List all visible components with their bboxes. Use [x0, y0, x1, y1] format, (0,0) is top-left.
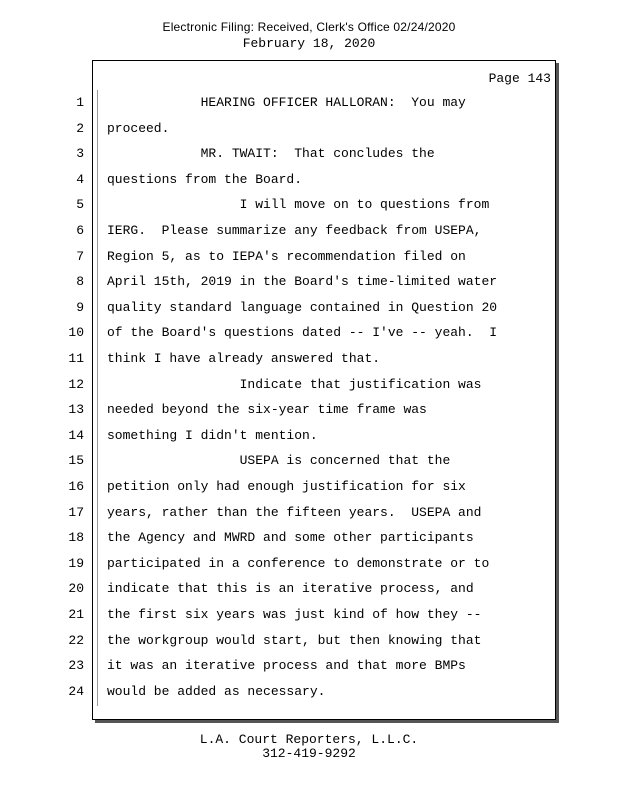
line-number: 19: [68, 556, 84, 571]
transcript-line: [0, 579, 618, 599]
transcript-line: [0, 272, 618, 292]
line-text: questions from the Board.: [107, 172, 303, 187]
line-number: 8: [76, 274, 84, 289]
line-text: petition only had enough justification for six: [107, 479, 466, 494]
line-number: 17: [68, 505, 84, 520]
transcript-line: [0, 528, 618, 548]
transcript-line: [0, 375, 618, 395]
line-text: the first six years was just kind of how they --: [107, 607, 482, 622]
line-number: 11: [68, 351, 84, 366]
transcript-line: [0, 400, 618, 420]
line-text: years, rather than the fifteen years. USEPA and: [107, 505, 482, 520]
line-number: 20: [68, 581, 84, 596]
line-text: proceed.: [107, 121, 170, 136]
line-text: participated in a conference to demonstrate or to: [107, 556, 490, 571]
line-text: April 15th, 2019 in the Board's time-limited water: [107, 274, 498, 289]
transcript-line: [0, 554, 618, 574]
line-number: 9: [76, 300, 84, 315]
line-text: of the Board's questions dated -- I've -- yeah. I: [107, 325, 498, 340]
line-text: needed beyond the six-year time frame was: [107, 402, 427, 417]
line-text: HEARING OFFICER HALLORAN: You may: [107, 95, 466, 110]
line-text: Region 5, as to IEPA's recommendation filed on: [107, 249, 466, 264]
line-number: 12: [68, 377, 84, 392]
line-text: IERG. Please summarize any feedback from USEPA,: [107, 223, 482, 238]
line-number: 13: [68, 402, 84, 417]
line-number: 14: [68, 428, 84, 443]
line-number: 7: [76, 249, 84, 264]
transcript-line: [0, 605, 618, 625]
line-text: USEPA is concerned that the: [107, 453, 451, 468]
transcript-line: [0, 349, 618, 369]
transcript-line: [0, 195, 618, 215]
transcript-line: [0, 221, 618, 241]
transcript-line: [0, 144, 618, 164]
line-number: 5: [76, 197, 84, 212]
footer-company: L.A. Court Reporters, L.L.C.: [199, 732, 419, 747]
line-number: 15: [68, 453, 84, 468]
transcript-line: [0, 656, 618, 676]
hearing-date: February 18, 2020: [242, 36, 376, 51]
transcript-line: [0, 503, 618, 523]
line-text: something I didn't mention.: [107, 428, 318, 443]
transcript-line: [0, 247, 618, 267]
transcript-line: [0, 323, 618, 343]
line-text: think I have already answered that.: [107, 351, 381, 366]
transcript-line: [0, 631, 618, 651]
line-text: MR. TWAIT: That concludes the: [107, 146, 435, 161]
line-number: 1: [76, 95, 84, 110]
line-text: quality standard language contained in Question 20: [107, 300, 498, 315]
line-number: 21: [68, 607, 84, 622]
line-text: would be added as necessary.: [107, 684, 326, 699]
line-text: indicate that this is an iterative process, and: [107, 581, 474, 596]
transcript-line: [0, 119, 618, 139]
transcript-line: [0, 477, 618, 497]
footer-phone: 312-419-9292: [262, 746, 356, 761]
page-number: Page 143: [488, 71, 551, 86]
line-text: Indicate that justification was: [107, 377, 482, 392]
line-number: 3: [76, 146, 84, 161]
line-number: 10: [68, 325, 84, 340]
transcript-line: [0, 298, 618, 318]
filing-stamp: Electronic Filing: Received, Clerk's Office 02/24/2020: [162, 20, 456, 34]
line-number: 2: [76, 121, 84, 136]
transcript-line: [0, 170, 618, 190]
line-text: the workgroup would start, but then knowing that: [107, 633, 482, 648]
line-text: the Agency and MWRD and some other participants: [107, 530, 474, 545]
line-number: 18: [68, 530, 84, 545]
line-text: I will move on to questions from: [107, 197, 490, 212]
transcript-line: [0, 451, 618, 471]
line-number: 6: [76, 223, 84, 238]
transcript-line: [0, 426, 618, 446]
transcript-line: [0, 682, 618, 702]
line-number: 22: [68, 633, 84, 648]
line-number: 4: [76, 172, 84, 187]
line-number: 23: [68, 658, 84, 673]
line-text: it was an iterative process and that more BMPs: [107, 658, 466, 673]
transcript-line: [0, 93, 618, 113]
line-number: 24: [68, 684, 84, 699]
line-number: 16: [68, 479, 84, 494]
